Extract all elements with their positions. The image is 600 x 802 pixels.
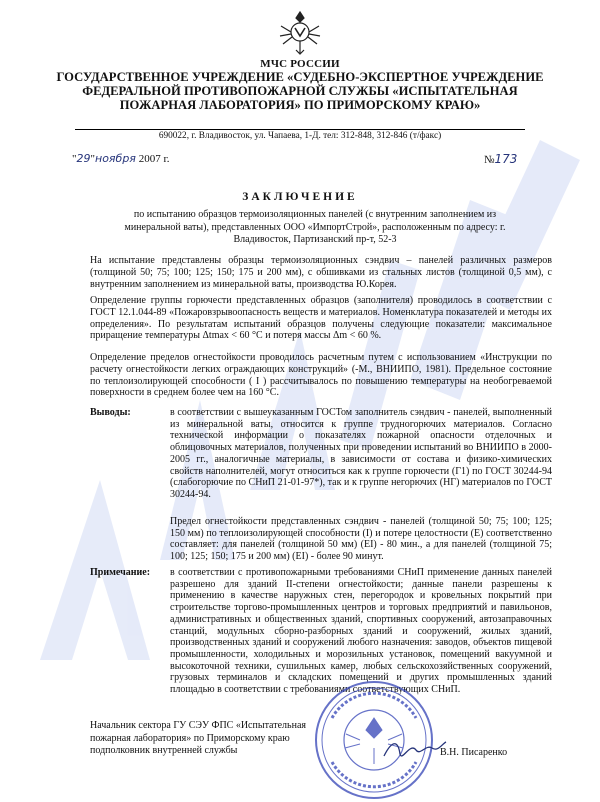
organization-line: ПОЖАРНАЯ ЛАБОРАТОРИЯ» ПО ПРИМОРСКОМУ КРАЮ» [119,98,481,112]
date-day: 29 [76,152,91,165]
document-date [72,152,169,165]
signatory-line: подполковник внутренней службы [90,745,238,756]
date-quote: " [90,153,95,165]
header-divider [75,129,525,130]
ministry-heading: МЧС РОССИИ [260,58,340,70]
organization-name [40,70,560,112]
document-subtitle: по испытанию образцов термоизоляционных панелей (с внутренним заполнением из минеральной ваты), представленных ООО «ИмпортСтрой», расположенным по адресу: г. Владивосток, Партизанский пр-т, 52-3 [124,209,506,245]
organization-address: 690022, г. Владивосток, ул. Чапаева, 1-Д. тел: 312-848, 312-846 (т/факс) [158,131,442,141]
emblem-icon [277,6,323,56]
signatory-line: Начальник сектора ГУ СЭУ ФПС «Испытательная [90,720,306,731]
document-title: ЗАКЛЮЧЕНИЕ [242,191,358,203]
conclusions-text: в соответствии с вышеуказанным ГОСТом заполнитель сэндвич - панелей, выполненный из минеральной ваты, относится к группе трудногорючих материалов. Согласно технической информации о показателях пожарной опасности отделочных и облицовочных материалов, полученных при проведении испытаний во ВНИИПО в 2000-2005 гг., аналогичные материалы, в зависимости от состава и физико-химических свойств наполнителей, могут относиться как к группе горючести (Г1) по ГОСТ 30244-94 (слабогорючие по СНиП 21-01-97*), так и к группе негорючих (НГ) материалов по ГОСТ 30244-94. [170,407,552,500]
number-value: 173 [494,152,518,166]
note-text: в соответствии с противопожарными требованиями СНиП применение данных панелей разрешено для зданий II-степени огнестойкости; данные панели разрешены к применению в качестве наружных стен, перегородок и кровельных покрытий при строительстве торгово-промышленных центров и торговых предприятий и павильонов, административных и общественных зданий, спортивных сооружений, автозаправочных станций, модульных сборно-разборных зданий и сооружений, жилых зданий, производственных зданий и сооружений любого назначения: заводов, объектов пищевой промышленности, холодильных и морозильных установок, помещений вакуумной и высокоточной техники, сушильных камер, любых сельскохозяйственных сооружений, грузовых терминалов и складских помещений и других промышленных зданий площадью в соответствии с требованиями соответствующих СНиП. [170,567,552,696]
number-prefix: № [484,154,495,166]
note-label: Примечание: [90,567,151,578]
organization-line: ГОСУДАРСТВЕННОЕ УЧРЕЖДЕНИЕ «СУДЕБНО-ЭКСПЕРТНОЕ УЧРЕЖДЕНИЕ [56,70,544,84]
signatory-name: В.Н. Писаренко [440,747,508,758]
conclusions-label: Выводы: [90,407,131,418]
organization-line: ФЕДЕРАЛЬНОЙ ПРОТИВОПОЖАРНОЙ СЛУЖБЫ «ИСПЫТАТЕЛЬНАЯ [82,84,518,98]
date-year: 2007 г. [135,153,170,165]
date-month: ноября [95,152,136,165]
fire-limit-text: Предел огнестойкости представленных сэндвич - панелей (толщиной 50; 75; 100; 125; 150 мм) по теплоизолирующей способности (I) и потере целостности (Е) соответственно составляет: для панелей (толщиной 50 мм) (EI) - 80 мин., а для панелей (толщиной 75; 100; 125; 150; 175 и 200 мм) (EI) - более 90 минут. [170,516,552,563]
document-number [484,152,517,166]
date-quote: " [72,153,77,165]
paragraph-samples: На испытание представлены образцы термоизоляционных сэндвич – панелей различных размеров (толщиной 50; 75; 100; 125; 150; 175 и 200 мм), с обшивками из стальных листов (толщиной 0,5 мм), с внутренним заполнением из минеральной ваты, производства Ю.Корея. [90,255,552,290]
paragraph-flammability: Определение группы горючести представленных образцов (заполнителя) проводилось в соответствии с ГОСТ 12.1.044-89 «Пожаровзрывоопасность веществ и материалов. Номенклатура показателей и методы их определения». По результатам испытаний образцов получены следующие показатели: максимальное приращение температуры Δtmax < 60 °С и потеря массы Δm < 60 %. [90,295,552,342]
paragraph-fire-resistance: Определение пределов огнестойкости проводилось расчетным путем с использованием «Инструкции по расчету огнестойкости легких ограждающих конструкций» (-М., ВНИИПО, 1981). Предельное состояние по теплоизолирующей способности ( I ) рассчитывалось по повышению температуры на необогреваемой поверхности в среднем более чем на 160 °С. [90,352,552,399]
signatory-position [90,720,306,758]
signatory-line: пожарная лаборатория» по Приморскому краю [90,732,290,744]
